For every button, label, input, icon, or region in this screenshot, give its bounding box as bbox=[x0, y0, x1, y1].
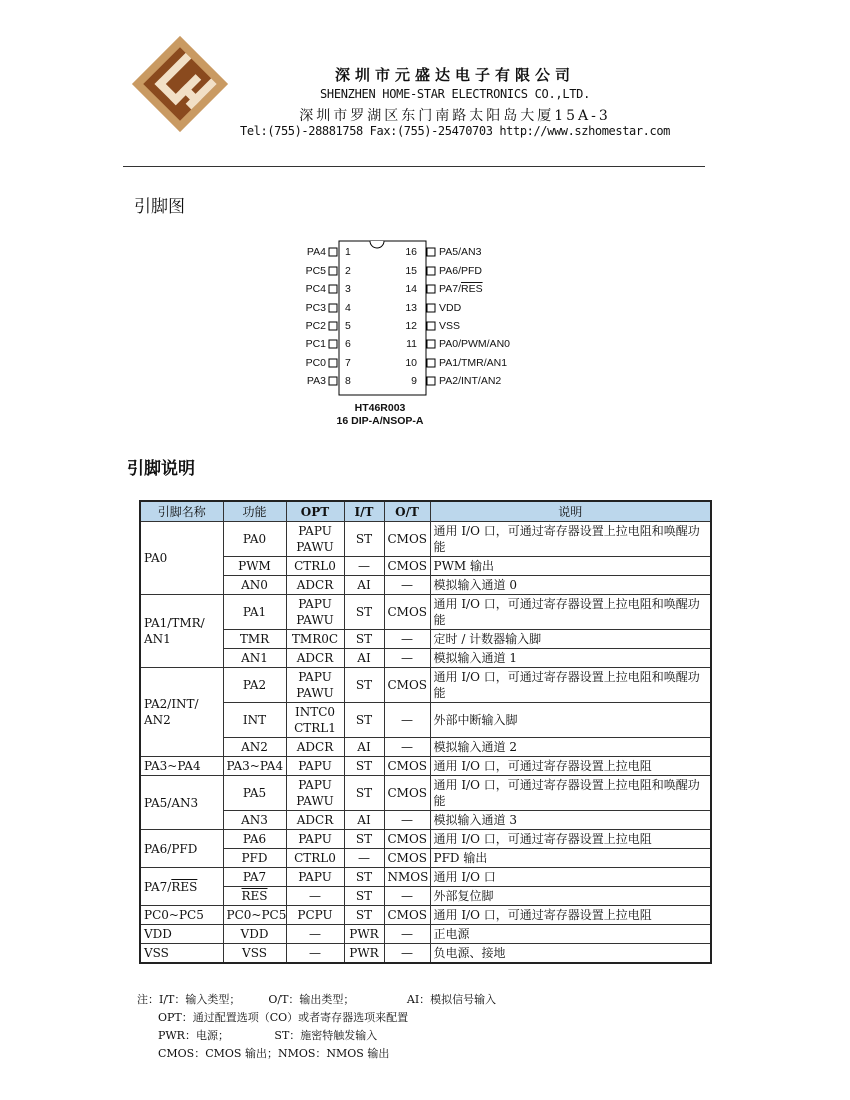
cell-output-type: CMOS bbox=[384, 830, 430, 849]
cell-input-type: ST bbox=[344, 595, 384, 630]
cell-opt: INTC0 CTRL1 bbox=[286, 703, 344, 738]
cell-input-type: ST bbox=[344, 668, 384, 703]
cell-output-type: — bbox=[384, 576, 430, 595]
table-row bbox=[140, 811, 711, 830]
cell-function: PA7 bbox=[223, 868, 286, 887]
company-address: 深圳市罗湖区东门南路太阳岛大厦15A-3 bbox=[299, 108, 611, 124]
pin-box-left-1 bbox=[329, 248, 337, 256]
col-header-ot: O/T bbox=[384, 501, 430, 522]
cell-function: PA0 bbox=[223, 522, 286, 557]
table-row bbox=[140, 776, 711, 811]
chip-notch bbox=[370, 241, 384, 248]
pin-label-pa7-res: $PA7/\overline{RES}$ bbox=[439, 283, 483, 295]
cell-input-type: PWR bbox=[344, 944, 384, 964]
pin-box-right-11 bbox=[427, 340, 435, 348]
cell-pin-name: PA1/TMR/ AN1 bbox=[140, 595, 223, 668]
pin-label-pa1-tmr-an1: PA1/TMR/AN1 bbox=[439, 357, 508, 369]
cell-function: PA1 bbox=[223, 595, 286, 630]
cell-function: AN2 bbox=[223, 738, 286, 757]
cell-function: PC0~PC5 bbox=[223, 906, 286, 925]
pin-box-right-10 bbox=[427, 359, 435, 367]
table-row bbox=[140, 944, 711, 964]
cell-function: PWM bbox=[223, 557, 286, 576]
note-line: CMOS：CMOS 输出；NMOS：NMOS 输出 bbox=[137, 1047, 390, 1060]
cell-opt: ADCR bbox=[286, 576, 344, 595]
pin-box-left-7 bbox=[329, 359, 337, 367]
cell-output-type: — bbox=[384, 738, 430, 757]
cell-opt: PAPU PAWU bbox=[286, 595, 344, 630]
pin-label-vdd: VDD bbox=[439, 302, 462, 314]
cell-output-type: CMOS bbox=[384, 757, 430, 776]
cell-input-type: ST bbox=[344, 630, 384, 649]
pin-box-right-13 bbox=[427, 304, 435, 312]
cell-output-type: — bbox=[384, 944, 430, 964]
table-row bbox=[140, 557, 711, 576]
cell-function: VDD bbox=[223, 925, 286, 944]
table-row bbox=[140, 703, 711, 738]
cell-pin-name: VSS bbox=[140, 944, 223, 964]
cell-description: PFD 输出 bbox=[430, 849, 711, 868]
cell-description: 负电源、接地 bbox=[430, 944, 711, 964]
cell-input-type: PWR bbox=[344, 925, 384, 944]
cell-input-type: — bbox=[344, 557, 384, 576]
cell-description: 模拟输入通道 3 bbox=[430, 811, 711, 830]
cell-description: 通用 I/O 口，可通过寄存器设置上拉电阻和唤醒功能 bbox=[430, 668, 711, 703]
pin-number-1: 1 bbox=[345, 246, 351, 258]
pin-label-pa0-pwm-an0: PA0/PWM/AN0 bbox=[439, 338, 510, 350]
pin-box-right-15 bbox=[427, 267, 435, 275]
pin-box-left-6 bbox=[329, 340, 337, 348]
note-line: PWR：电源； ST：施密特触发输入 bbox=[137, 1029, 378, 1042]
note-line: OPT：通过配置选项（CO）或者寄存器选项来配置 bbox=[137, 1011, 409, 1024]
cell-pin-name: PA5/AN3 bbox=[140, 776, 223, 830]
cell-description: 定时 / 计数器输入脚 bbox=[430, 630, 711, 649]
cell-description: 通用 I/O 口，可通过寄存器设置上拉电阻 bbox=[430, 906, 711, 925]
pin-number-15: 15 bbox=[405, 265, 417, 277]
table-row bbox=[140, 630, 711, 649]
cell-opt: CTRL0 bbox=[286, 557, 344, 576]
pin-number-3: 3 bbox=[345, 283, 351, 295]
cell-function: PFD bbox=[223, 849, 286, 868]
company-name-cn: 深圳市元盛达电子有限公司 bbox=[334, 66, 575, 84]
table-row bbox=[140, 668, 711, 703]
cell-input-type: AI bbox=[344, 738, 384, 757]
cell-opt: PAPU bbox=[286, 868, 344, 887]
company-name-en: SHENZHEN HOME-STAR ELECTRONICS CO.,LTD. bbox=[319, 87, 591, 101]
cell-output-type: CMOS bbox=[384, 776, 430, 811]
pin-label-pa4: PA4 bbox=[306, 246, 326, 258]
pinout-diagram bbox=[290, 238, 530, 398]
table-row bbox=[140, 830, 711, 849]
pin-label-pa2-int-an2: PA2/INT/AN2 bbox=[439, 375, 502, 387]
pin-number-4: 4 bbox=[345, 302, 351, 314]
pin-number-8: 8 bbox=[345, 375, 351, 387]
pin-box-right-12 bbox=[427, 322, 435, 330]
cell-output-type: — bbox=[384, 925, 430, 944]
pin-box-left-4 bbox=[329, 304, 337, 312]
table-row bbox=[140, 649, 711, 668]
pin-label-pa3: PA3 bbox=[306, 375, 326, 387]
cell-function: TMR bbox=[223, 630, 286, 649]
cell-opt: TMR0C bbox=[286, 630, 344, 649]
pin-label-pc5: PC5 bbox=[305, 265, 326, 277]
cell-input-type: ST bbox=[344, 776, 384, 811]
cell-function: $\overline{RES}$ bbox=[223, 887, 286, 906]
cell-function: AN3 bbox=[223, 811, 286, 830]
pin-number-9: 9 bbox=[411, 375, 417, 387]
table-row bbox=[140, 849, 711, 868]
cell-description: 模拟输入通道 1 bbox=[430, 649, 711, 668]
cell-description: 通用 I/O 口，可通过寄存器设置上拉电阻和唤醒功能 bbox=[430, 595, 711, 630]
col-header-function: 功能 bbox=[223, 501, 286, 522]
pin-box-left-2 bbox=[329, 267, 337, 275]
cell-opt: PAPU PAWU bbox=[286, 776, 344, 811]
cell-pin-name: PC0~PC5 bbox=[140, 906, 223, 925]
pin-label-pc2: PC2 bbox=[305, 320, 326, 332]
pin-label-pc1: PC1 bbox=[305, 338, 326, 350]
cell-description: 通用 I/O 口，可通过寄存器设置上拉电阻 bbox=[430, 757, 711, 776]
pin-box-right-16 bbox=[427, 248, 435, 256]
cell-pin-name: PA3~PA4 bbox=[140, 757, 223, 776]
cell-input-type: ST bbox=[344, 868, 384, 887]
cell-output-type: — bbox=[384, 811, 430, 830]
pin-box-left-8 bbox=[329, 377, 337, 385]
table-row bbox=[140, 738, 711, 757]
cell-function: PA6 bbox=[223, 830, 286, 849]
cell-pin-name: $PA7/\overline{RES}$ bbox=[140, 868, 223, 906]
table-row bbox=[140, 906, 711, 925]
cell-input-type: ST bbox=[344, 522, 384, 557]
cell-output-type: CMOS bbox=[384, 595, 430, 630]
table-row bbox=[140, 576, 711, 595]
col-header-opt: OPT bbox=[286, 501, 344, 522]
company-contact: Tel:(755)-28881758 Fax:(755)-25470703 http://www.szhomestar.com bbox=[240, 124, 670, 138]
cell-output-type: CMOS bbox=[384, 849, 430, 868]
pin-number-10: 10 bbox=[405, 357, 417, 369]
table-row bbox=[140, 595, 711, 630]
table-row bbox=[140, 757, 711, 776]
pin-number-16: 16 bbox=[405, 246, 417, 258]
cell-opt: PAPU PAWU bbox=[286, 668, 344, 703]
cell-opt: PAPU bbox=[286, 830, 344, 849]
pin-label-pc4: PC4 bbox=[305, 283, 326, 295]
cell-opt: — bbox=[286, 887, 344, 906]
cell-output-type: — bbox=[384, 703, 430, 738]
cell-description: 通用 I/O 口，可通过寄存器设置上拉电阻和唤醒功能 bbox=[430, 776, 711, 811]
cell-input-type: AI bbox=[344, 649, 384, 668]
cell-output-type: — bbox=[384, 630, 430, 649]
cell-output-type: CMOS bbox=[384, 668, 430, 703]
pin-box-right-9 bbox=[427, 377, 435, 385]
cell-output-type: CMOS bbox=[384, 557, 430, 576]
pin-number-5: 5 bbox=[345, 320, 351, 332]
cell-description: PWM 输出 bbox=[430, 557, 711, 576]
pin-number-14: 14 bbox=[405, 283, 417, 295]
cell-opt: PCPU bbox=[286, 906, 344, 925]
pin-label-pc0: PC0 bbox=[305, 357, 326, 369]
note-line: 注：I/T：输入类型； O/T：输出类型； AI：模拟信号输入 bbox=[137, 993, 497, 1006]
pin-box-left-5 bbox=[329, 322, 337, 330]
chip-package: 16 DIP-A/NSOP-A bbox=[336, 415, 424, 427]
cell-opt: — bbox=[286, 925, 344, 944]
pin-box-right-14 bbox=[427, 285, 435, 293]
cell-pin-name: PA0 bbox=[140, 522, 223, 595]
pin-number-7: 7 bbox=[345, 357, 351, 369]
cell-description: 模拟输入通道 2 bbox=[430, 738, 711, 757]
header-divider bbox=[123, 166, 705, 167]
cell-output-type: — bbox=[384, 649, 430, 668]
cell-opt: ADCR bbox=[286, 649, 344, 668]
pin-number-6: 6 bbox=[345, 338, 351, 350]
cell-output-type: CMOS bbox=[384, 906, 430, 925]
pin-label-pc3: PC3 bbox=[305, 302, 326, 314]
table-header-row bbox=[140, 501, 711, 522]
chip-part-number: HT46R003 bbox=[354, 402, 406, 414]
pin-label-pa6-pfd: PA6/PFD bbox=[439, 265, 482, 277]
cell-function: PA5 bbox=[223, 776, 286, 811]
cell-input-type: ST bbox=[344, 757, 384, 776]
cell-opt: PAPU bbox=[286, 757, 344, 776]
pin-number-12: 12 bbox=[405, 320, 417, 332]
cell-function: AN1 bbox=[223, 649, 286, 668]
col-header-it: I/T bbox=[344, 501, 384, 522]
cell-function: AN0 bbox=[223, 576, 286, 595]
table-notes bbox=[137, 991, 496, 1063]
cell-function: PA2 bbox=[223, 668, 286, 703]
pin-number-11: 11 bbox=[406, 338, 417, 350]
cell-pin-name: VDD bbox=[140, 925, 223, 944]
cell-description: 模拟输入通道 0 bbox=[430, 576, 711, 595]
cell-description: 外部中断输入脚 bbox=[430, 703, 711, 738]
cell-description: 通用 I/O 口，可通过寄存器设置上拉电阻和唤醒功能 bbox=[430, 522, 711, 557]
cell-pin-name: PA6/PFD bbox=[140, 830, 223, 868]
cell-pin-name: PA2/INT/ AN2 bbox=[140, 668, 223, 757]
table-row bbox=[140, 522, 711, 557]
cell-description: 正电源 bbox=[430, 925, 711, 944]
cell-opt: CTRL0 bbox=[286, 849, 344, 868]
cell-input-type: AI bbox=[344, 811, 384, 830]
col-header-description: 说明 bbox=[430, 501, 711, 522]
cell-input-type: ST bbox=[344, 906, 384, 925]
table-row bbox=[140, 925, 711, 944]
cell-description: 通用 I/O 口 bbox=[430, 868, 711, 887]
cell-output-type: — bbox=[384, 887, 430, 906]
pin-number-13: 13 bbox=[405, 302, 417, 314]
cell-output-type: CMOS bbox=[384, 522, 430, 557]
cell-input-type: — bbox=[344, 849, 384, 868]
cell-input-type: AI bbox=[344, 576, 384, 595]
cell-output-type: NMOS bbox=[384, 868, 430, 887]
cell-opt: ADCR bbox=[286, 738, 344, 757]
pin-label-vss: VSS bbox=[439, 320, 461, 332]
cell-description: 外部复位脚 bbox=[430, 887, 711, 906]
cell-function: INT bbox=[223, 703, 286, 738]
cell-function: PA3~PA4 bbox=[223, 757, 286, 776]
table-row bbox=[140, 887, 711, 906]
cell-description: 通用 I/O 口，可通过寄存器设置上拉电阻 bbox=[430, 830, 711, 849]
description-section-title: 引脚说明 bbox=[127, 459, 195, 479]
pinout-section-title: 引脚图 bbox=[134, 197, 185, 217]
pin-description-table bbox=[139, 500, 712, 964]
table-row bbox=[140, 868, 711, 887]
cell-opt: PAPU PAWU bbox=[286, 522, 344, 557]
cell-input-type: ST bbox=[344, 887, 384, 906]
col-header-pin-name: 引脚名称 bbox=[140, 501, 223, 522]
cell-opt: ADCR bbox=[286, 811, 344, 830]
cell-input-type: ST bbox=[344, 830, 384, 849]
cell-opt: — bbox=[286, 944, 344, 964]
pin-number-2: 2 bbox=[345, 265, 351, 277]
cell-input-type: ST bbox=[344, 703, 384, 738]
pin-box-left-3 bbox=[329, 285, 337, 293]
pin-label-pa5-an3: PA5/AN3 bbox=[439, 246, 482, 258]
cell-function: VSS bbox=[223, 944, 286, 964]
